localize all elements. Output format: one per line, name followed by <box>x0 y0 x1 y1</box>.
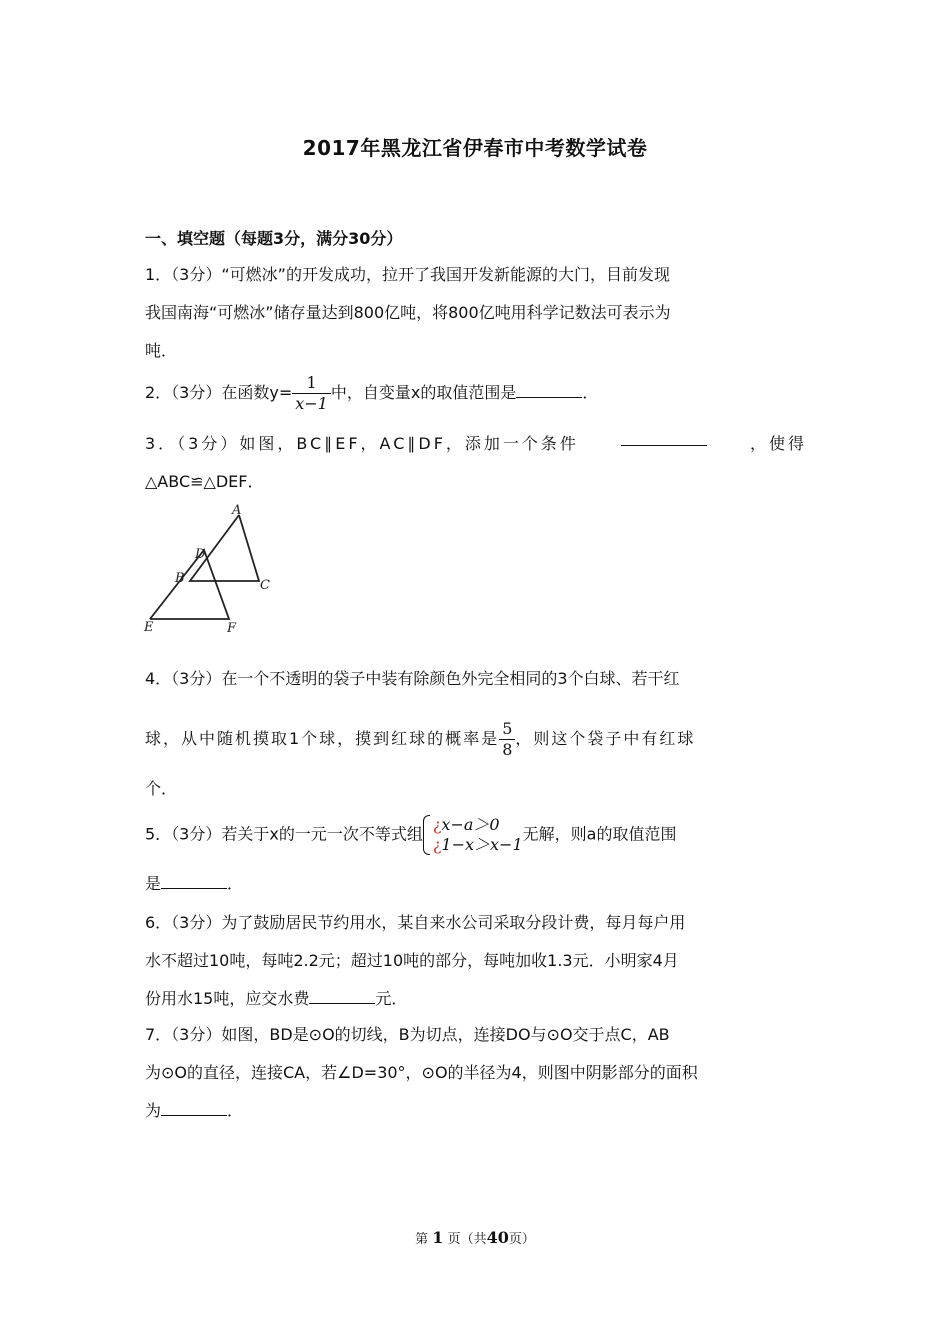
question-6 <box>145 904 807 1018</box>
brace-icon <box>423 815 430 855</box>
fraction-numerator: 5 <box>502 719 513 738</box>
question-6-line-3 <box>145 980 807 1018</box>
question-2-prefix: 2．（3分）在函数y= <box>145 383 293 402</box>
label-f: F <box>227 621 237 636</box>
question-6-end: 元． <box>375 989 408 1008</box>
page-footer <box>0 1228 950 1247</box>
label-c: C <box>260 578 270 593</box>
question-5-end: ． <box>227 874 244 893</box>
question-7 <box>145 1016 807 1130</box>
question-6-line-1: 6．（3分）为了鼓励居民节约用水，某自来水公司采取分段计费，每月每户用 <box>145 913 686 932</box>
answer-blank[interactable] <box>516 377 582 398</box>
question-4 <box>145 660 807 808</box>
question-5-line-2 <box>145 865 807 903</box>
footer-page-number: 1 <box>432 1228 444 1247</box>
inequality-system <box>423 815 523 855</box>
question-4-line-3: 个． <box>145 779 178 798</box>
question-7-line-1: 7．（3分）如图，BD是⊙O的切线，B为切点，连接DO与⊙O交于点C，AB <box>145 1025 670 1044</box>
question-2-end: ． <box>582 383 599 402</box>
footer-total-pages: 40 <box>486 1228 509 1247</box>
question-3-line-1 <box>145 425 807 463</box>
question-2-text: 中，自变量x的取值范围是 <box>330 383 517 402</box>
system-row-2-text: 1−x＞x−1 <box>441 835 523 854</box>
question-5 <box>145 815 807 903</box>
question-1-line-3: 吨． <box>145 341 178 360</box>
question-4-text-end: ，则这个袋子中有红球 <box>515 729 696 748</box>
question-6-line-3-text: 份用水15吨，应交水费 <box>145 989 310 1008</box>
system-row-1-text: x−a＞0 <box>441 815 500 834</box>
question-1-line-2: 我国南海“可燃冰”储存量达到800亿吨，将800亿吨用科学记数法可表示为 <box>145 303 671 322</box>
question-7-line-3 <box>145 1092 807 1130</box>
triangle-figure <box>142 500 282 640</box>
question-4-line-1: 4．（3分）在一个不透明的袋子中装有除颜色外完全相同的3个白球、若干红 <box>145 669 680 688</box>
question-7-line-3-text: 为 <box>145 1101 162 1120</box>
question-7-line-2: 为⊙O的直径，连接CA，若∠D=30°，⊙O的半径为4，则图中阴影部分的面积 <box>145 1063 698 1082</box>
answer-blank[interactable] <box>161 1095 227 1116</box>
question-5-line-1 <box>145 815 807 855</box>
fraction-numerator: 1 <box>306 373 317 392</box>
question-3 <box>145 425 807 501</box>
footer-suffix: 页） <box>508 1232 535 1247</box>
triangle-def <box>150 550 229 619</box>
question-1-line-1: 1．（3分）“可燃冰”的开发成功，拉开了我国开发新能源的大门，目前发现 <box>145 265 670 284</box>
system-row-2 <box>433 835 523 855</box>
question-6-line-2: 水不超过10吨，每吨2.2元；超过10吨的部分，每吨加收1.3元．小明家4月 <box>145 951 679 970</box>
question-1 <box>145 256 807 370</box>
page-title: 2017年黑龙江省伊春市中考数学试卷 <box>302 136 648 160</box>
label-d: D <box>195 547 206 562</box>
footer-middle: 页（共 <box>447 1232 487 1247</box>
question-5-line-2-text: 是 <box>145 874 162 893</box>
question-4-text: 球，从中随机摸取1个球，摸到红球的概率是 <box>145 729 500 748</box>
question-7-end: ． <box>227 1101 244 1120</box>
answer-blank[interactable] <box>621 425 707 446</box>
label-a: A <box>232 503 242 518</box>
system-row-1 <box>433 815 523 835</box>
question-2-fraction <box>292 375 331 412</box>
footer-prefix: 第 <box>415 1232 429 1247</box>
answer-blank[interactable] <box>309 983 375 1004</box>
question-4-line-2 <box>145 720 807 758</box>
figure-lines <box>150 515 259 619</box>
label-e: E <box>144 620 154 635</box>
system-marker: ¿ <box>432 835 442 854</box>
fraction-denominator: 8 <box>499 739 515 758</box>
question-3-text-end: ，使得 <box>749 434 807 453</box>
question-3-text: 3．（3分）如图，BC∥EF，AC∥DF，添加一个条件 <box>145 434 579 453</box>
question-4-fraction <box>499 721 515 758</box>
section-heading: 一、填空题（每题3分，满分30分） <box>145 229 403 248</box>
question-3-line-2: △ABC≌△DEF． <box>145 472 264 491</box>
answer-blank[interactable] <box>161 868 227 889</box>
system-marker: ¿ <box>432 815 442 834</box>
fraction-denominator: x−1 <box>292 393 331 412</box>
question-5-text: 5．（3分）若关于x的一元一次不等式组 <box>145 824 423 844</box>
question-5-text-end: 无解，则a的取值范围 <box>522 824 677 844</box>
question-2 <box>145 374 807 412</box>
label-b: B <box>175 571 185 586</box>
